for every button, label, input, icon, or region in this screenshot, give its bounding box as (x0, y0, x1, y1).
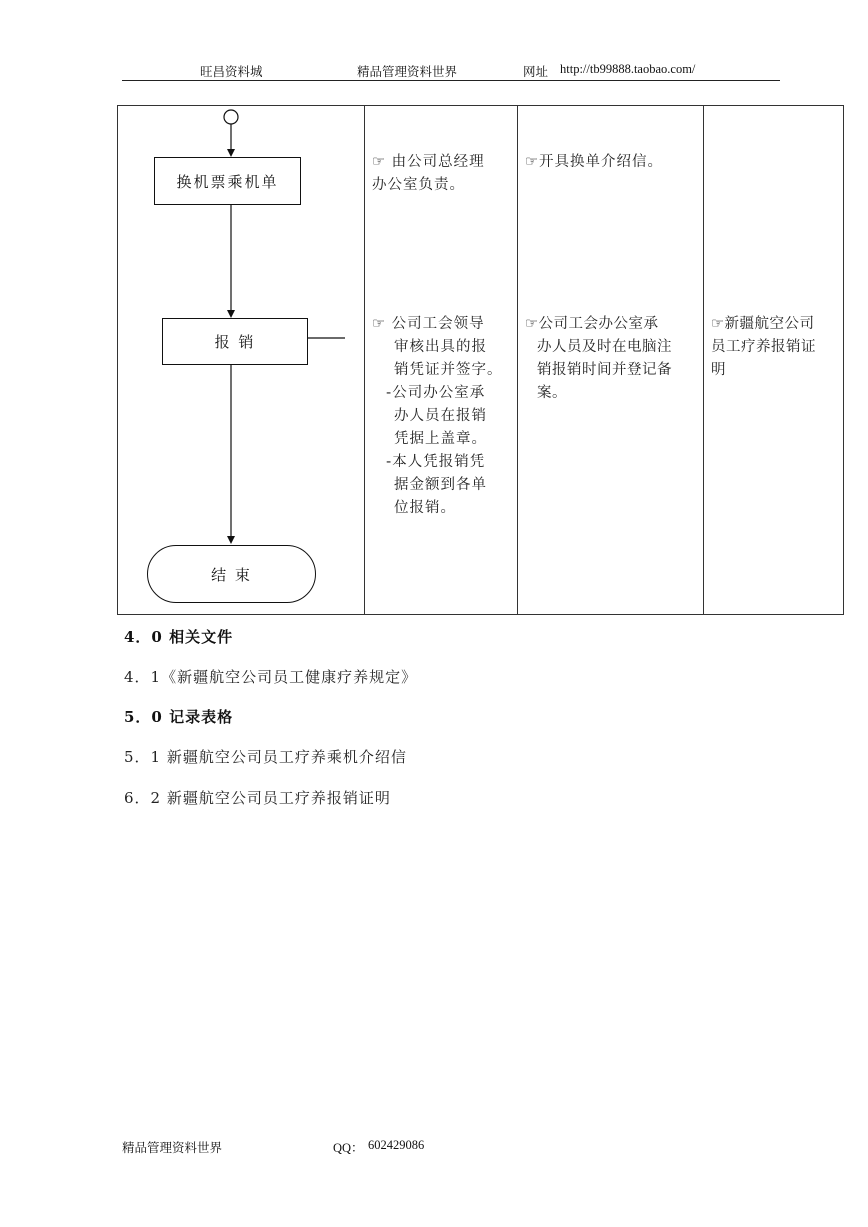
table-divider-1 (364, 105, 365, 615)
row2-responsible (372, 313, 514, 520)
row1-requirement-line: ☞开具换单介绍信。 (525, 154, 663, 170)
footer-brand: 精品管理资料世界 (122, 1141, 223, 1155)
header-url-label: 网址 (523, 65, 549, 79)
section-heading-record-forms: 5．0 记录表格 (124, 708, 234, 726)
row2-requirement-line: 案。 (537, 385, 567, 401)
table-border-right (843, 105, 844, 615)
row2-responsible-line: ☞ 公司工会领导 (372, 316, 485, 332)
footer-qq-number: 602429086 (368, 1138, 425, 1152)
section-item-reimbursement-proof: 6．2 新疆航空公司员工疗养报销证明 (124, 789, 391, 807)
section-heading-related-docs: 4．0 相关文件 (124, 628, 234, 646)
header-divider (122, 80, 780, 81)
row2-requirement (525, 313, 700, 405)
row2-responsible-line: -本人凭报销凭 (386, 454, 486, 470)
flow-step-reimbursement: 报 销 (162, 318, 308, 365)
row2-responsible-line: 审核出具的报 (394, 339, 487, 355)
row2-requirement-line: 办人员及时在电脑注 (537, 339, 672, 355)
row2-responsible-line: -公司办公室承 (386, 385, 486, 401)
header-url[interactable]: http://tb99888.taobao.com/ (560, 62, 696, 76)
row2-record-line: 员工疗养报销证 (711, 339, 816, 355)
row2-responsible-line: 位报销。 (394, 500, 456, 516)
table-divider-2 (517, 105, 518, 615)
arrow-step2 (227, 310, 235, 318)
header-subtitle: 精品管理资料世界 (357, 65, 458, 79)
section-item-boarding-letter: 5．1 新疆航空公司员工疗养乘机介绍信 (124, 748, 407, 766)
section-item-health-regulation: 4．1《新疆航空公司员工健康疗养规定》 (124, 668, 418, 686)
row2-requirement-line: ☞公司工会办公室承 (525, 316, 659, 332)
row2-responsible-line: 凭据上盖章。 (394, 431, 487, 447)
start-node (224, 110, 238, 124)
row2-record-line: 明 (711, 362, 726, 378)
row2-responsible-line: 销凭证并签字。 (394, 362, 503, 378)
header-brand: 旺昌资料城 (200, 65, 263, 79)
row1-responsible-line: 办公室负责。 (372, 177, 465, 193)
row1-responsible-line: ☞ 由公司总经理 (372, 154, 485, 170)
table-divider-3 (703, 105, 704, 615)
row2-record (711, 313, 841, 382)
arrow-end (227, 536, 235, 544)
row2-requirement-line: 销报销时间并登记备 (537, 362, 672, 378)
row1-responsible (372, 151, 512, 197)
row2-record-line: ☞新疆航空公司 (711, 316, 815, 332)
flow-step-ticket-exchange: 换机票乘机单 (154, 157, 301, 205)
row2-responsible-line: 据金额到各单 (394, 477, 487, 493)
footer-qq-label: QQ： (333, 1141, 364, 1155)
arrow-step1 (227, 149, 235, 157)
row2-responsible-line: 办人员在报销 (394, 408, 487, 424)
row1-requirement (525, 151, 700, 174)
flow-end-terminal: 结 束 (147, 545, 316, 603)
